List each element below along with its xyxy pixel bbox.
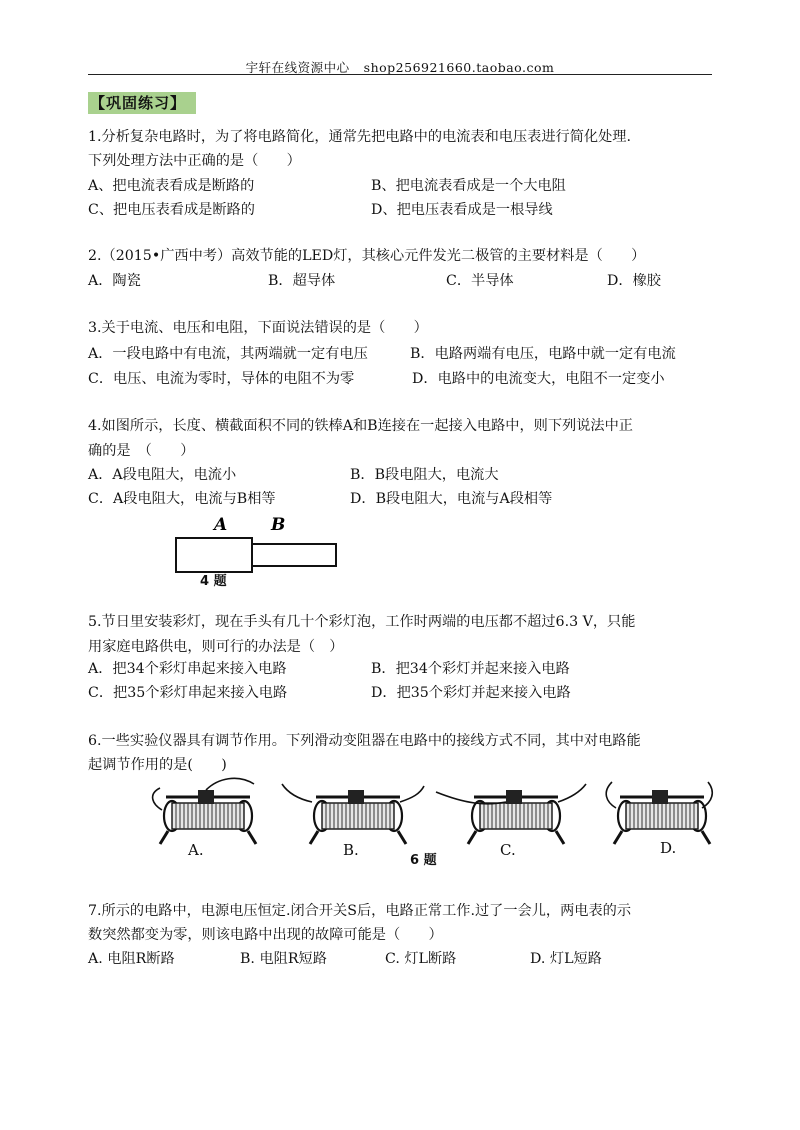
q2-stem: 2.（2015•广西中考）高效节能的LED灯，其核心元件发光二极管的主要材料是（ ） xyxy=(88,248,646,264)
rheostat-c-icon xyxy=(436,784,586,844)
q2-option-b: B．超导体 xyxy=(268,273,336,289)
q1-stem-line2: 下列处理方法中正确的是（ ） xyxy=(88,153,301,169)
q7-option-a: A. 电阻R断路 xyxy=(88,951,175,967)
q5-option-d: D．把35个彩灯并起来接入电路 xyxy=(371,685,571,701)
q3-stem: 3.关于电流、电压和电阻，下面说法错误的是（ ） xyxy=(88,320,428,336)
q1-option-a: A、把电流表看成是断路的 xyxy=(88,178,255,194)
q2-option-d: D．橡胶 xyxy=(607,273,661,289)
q4-option-a: A．A段电阻大，电流小 xyxy=(88,467,237,483)
q1-stem-line1: 1.分析复杂电路时，为了将电路简化，通常先把电路中的电流表和电压表进行简化处理. xyxy=(88,129,631,145)
q3-option-b: B．电路两端有电压，电路中就一定有电流 xyxy=(410,346,676,362)
q4-option-c: C．A段电阻大，电流与B相等 xyxy=(88,491,276,507)
q7-option-d: D. 灯L短路 xyxy=(530,951,602,967)
rod-a xyxy=(176,538,252,572)
q1-option-b: B、把电流表看成是一个大电阻 xyxy=(371,178,566,194)
rod-a-label: A xyxy=(214,515,228,535)
q6-label-b: B. xyxy=(343,841,359,859)
rod-b-label: B xyxy=(271,515,286,535)
q6-label-d: D. xyxy=(660,839,677,857)
q3-option-c: C．电压、电流为零时，导体的电阻不为零 xyxy=(88,371,355,387)
q5-option-b: B．把34个彩灯并起来接入电路 xyxy=(371,661,570,677)
q7-option-b: B. 电阻R短路 xyxy=(240,951,327,967)
header-shop-name: 宇轩在线资源中心 xyxy=(245,60,350,75)
q5-stem-line1: 5.节日里安装彩灯，现在手头有几十个彩灯泡，工作时两端的电压都不超过6.3 V，只能 xyxy=(88,614,636,630)
header-rule xyxy=(88,74,712,75)
q6-stem-line2: 起调节作用的是( ) xyxy=(88,757,227,773)
q7-stem-line1: 7.所示的电路中，电源电压恒定.闭合开关S后，电路正常工作.过了一会儿，两电表的示 xyxy=(88,903,632,919)
q4-stem-line1: 4.如图所示，长度、横截面积不同的铁棒A和B连接在一起接入电路中，则下列说法中正 xyxy=(88,418,633,434)
q6-stem-line1: 6.一些实验仪器具有调节作用。下列滑动变阻器在电路中的接线方式不同，其中对电路能 xyxy=(88,733,641,749)
q7-option-c: C. 灯L断路 xyxy=(385,951,457,967)
q4-figure-caption: 4 题 xyxy=(200,574,227,589)
q3-option-d: D．电路中的电流变大，电阻不一定变小 xyxy=(412,371,665,387)
rod-b xyxy=(252,544,336,566)
q6-label-c: C. xyxy=(500,841,516,859)
rheostat-d-icon xyxy=(606,782,712,844)
q1-option-d: D、把电压表看成是一根导线 xyxy=(371,202,553,218)
section-title: 【巩固练习】 xyxy=(88,92,196,114)
rheostat-b-icon xyxy=(282,784,424,844)
q2-option-a: A．陶瓷 xyxy=(88,273,141,289)
q5-option-a: A．把34个彩灯串起来接入电路 xyxy=(88,661,287,677)
q6-label-a: A. xyxy=(188,841,204,859)
q7-stem-line2: 数突然都变为零，则该电路中出现的故障可能是（ ） xyxy=(88,927,443,943)
q4-option-b: B．B段电阻大，电流大 xyxy=(350,467,499,483)
q4-iron-rods-figure xyxy=(170,512,340,592)
q2-option-c: C．半导体 xyxy=(446,273,514,289)
q6-figure-caption: 6 题 xyxy=(410,853,437,868)
rheostat-a-icon xyxy=(153,778,256,844)
header-shop-url: shop256921660.taobao.com xyxy=(363,60,555,75)
q5-option-c: C．把35个彩灯串起来接入电路 xyxy=(88,685,288,701)
q1-option-c: C、把电压表看成是断路的 xyxy=(88,202,255,218)
q4-stem-line2: 确的是 （ ） xyxy=(88,443,195,459)
q4-option-d: D．B段电阻大，电流与A段相等 xyxy=(350,491,553,507)
q3-option-a: A．一段电路中有电流，其两端就一定有电压 xyxy=(88,346,368,362)
q5-stem-line2: 用家庭电路供电，则可行的办法是（ ） xyxy=(88,639,344,655)
